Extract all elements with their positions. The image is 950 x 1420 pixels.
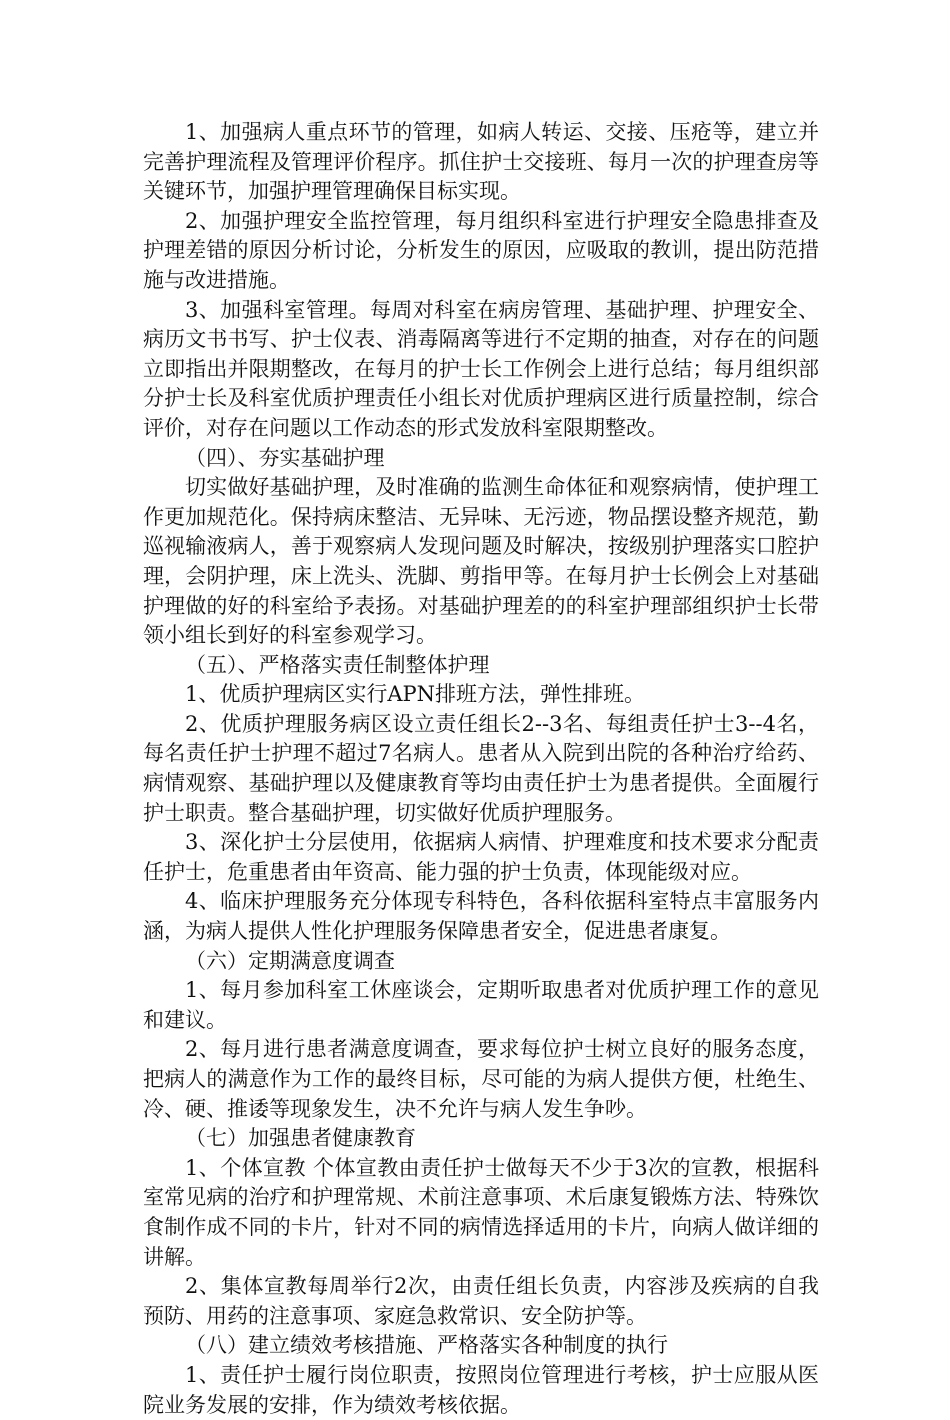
paragraph: 2、集体宣教每周举行2次，由责任组长负责，内容涉及疾病的自我预防、用药的注意事项、家庭急救常识、安全防护等。 xyxy=(143,1274,819,1328)
section-heading: （五）、严格落实责任制整体护理 xyxy=(185,652,490,677)
paragraph: 1、个体宣教 个体宣教由责任护士做每天不少于3次的宣教，根据科室常见病的治疗和护理常规、术前注意事项、术后康复锻炼方法、特殊饮食制作成不同的卡片，针对不同的病情选择适用的卡片，向病人做详细的讲解。 xyxy=(143,1155,819,1269)
paragraph: 1、责任护士履行岗位职责，按照岗位管理进行考核，护士应服从医院业务发展的安排，作为绩效考核依据。 xyxy=(143,1362,819,1417)
paragraph: 3、深化护士分层使用，依据病人病情、护理难度和技术要求分配责任护士，危重患者由年资高、能力强的护士负责，体现能级对应。 xyxy=(143,830,819,884)
paragraph: 2、加强护理安全监控管理，每月组织科室进行护理安全隐患排查及护理差错的原因分析讨论，分析发生的原因，应吸取的教训，提出防范措施与改进措施。 xyxy=(143,208,819,292)
paragraph: 2、每月进行患者满意度调查，要求每位护士树立良好的服务态度，把病人的满意作为工作的最终目标，尽可能的为病人提供方便，杜绝生、冷、硬、推诿等现象发生，决不允许与病人发生争吵。 xyxy=(143,1037,819,1121)
paragraph: 1、加强病人重点环节的管理，如病人转运、交接、压疮等，建立并完善护理流程及管理评价程序。抓住护士交接班、每月一次的护理查房等关键环节，加强护理管理确保目标实现。 xyxy=(143,120,819,204)
paragraph: 1、每月参加科室工休座谈会，定期听取患者对优质护理工作的意见和建议。 xyxy=(143,978,819,1032)
section-heading: （六）定期满意度调查 xyxy=(185,948,395,973)
document-body xyxy=(143,118,819,1420)
paragraph: 2、优质护理服务病区设立责任组长2--3名、每组责任护士3--4名，每名责任护士护理不超过7名病人。患者从入院到出院的各种治疗给药、病情观察、基础护理以及健康教育等均由责任护士为患者提供。全面履行护士职责。整合基础护理，切实做好优质护理服务。 xyxy=(143,711,819,825)
paragraph: 切实做好基础护理，及时准确的监测生命体征和观察病情，使护理工作更加规范化。保持病床整洁、无异味、无污迹，物品摆设整齐规范，勤巡视输液病人，善于观察病人发现问题及时解决，按级别护理落实口腔护理，会阴护理，床上洗头、洗脚、剪指甲等。在每月护士长例会上对基础护理做的好的科室给予表扬。对基础护理差的的科室护理部组织护士长带领小组长到好的科室参观学习。 xyxy=(143,475,819,648)
paragraph: 1、优质护理病区实行APN排班方法，弹性排班。 xyxy=(185,682,646,707)
section-heading: （四）、夯实基础护理 xyxy=(185,445,385,470)
section-heading: （七）加强患者健康教育 xyxy=(185,1126,416,1151)
paragraph: 3、加强科室管理。每周对科室在病房管理、基础护理、护理安全、病历文书书写、护士仪表、消毒隔离等进行不定期的抽查，对存在的问题立即指出并限期整改，在每月的护士长工作例会上进行总结；每月组织部分护士长及科室优质护理责任小组长对优质护理病区进行质量控制，综合评价，对存在问题以工作动态的形式发放科室限期整改。 xyxy=(143,297,819,440)
section-heading: （八）建立绩效考核措施、严格落实各种制度的执行 xyxy=(185,1333,668,1358)
paragraph: 4、临床护理服务充分体现专科特色，各科依据科室特点丰富服务内涵，为病人提供人性化护理服务保障患者安全，促进患者康复。 xyxy=(143,889,819,944)
